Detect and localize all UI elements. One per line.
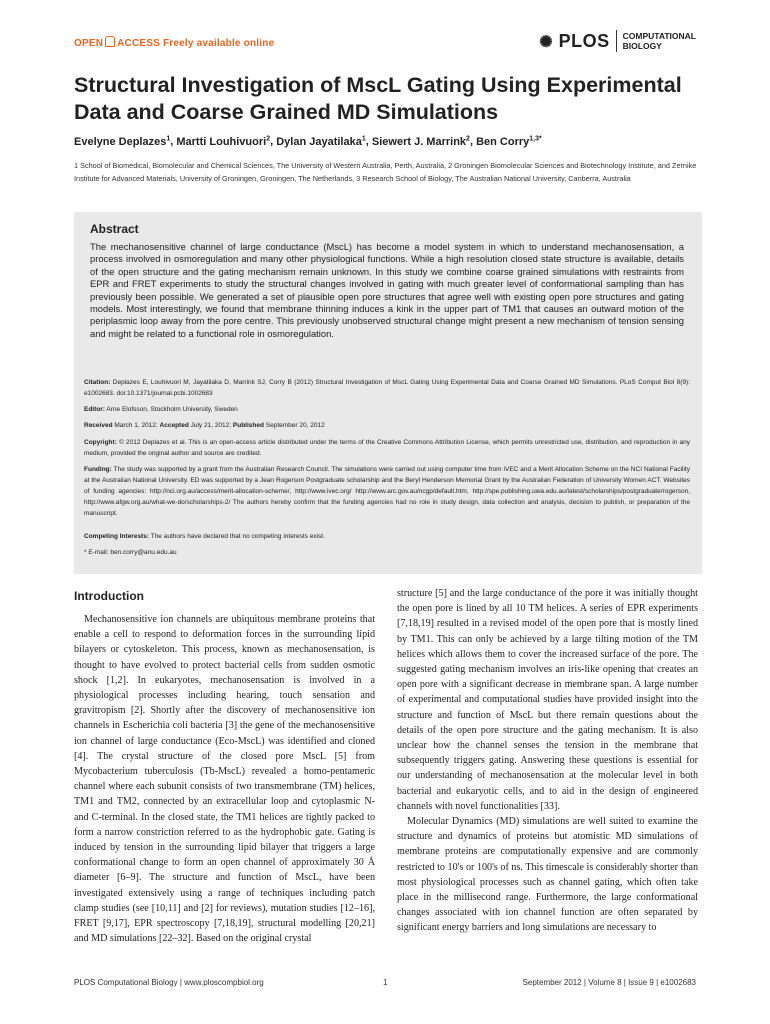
author-list: Evelyne Deplazes$^1$, Martti Louhivuori$^2$, Dylan Jayatilaka$^1$, Siewert J. Marrink$^2$, Ben Corry$^{1,3*}$ bbox=[74, 135, 542, 148]
open-access-badge bbox=[74, 36, 274, 49]
footer-issue: September 2012 | Volume 8 | Issue 9 | e1002683 bbox=[522, 978, 696, 987]
paragraph: structure [5] and the large conductance of the pore it was initially thought the open pore is lined by all 10 TM helices. A series of EPR experiments [7,18,19] resulted in a revised model of the open pore that is mostly lined by TM1. This can only be achieved by a large tilting motion of the TM helices which allows them to cover the increased surface of the pore. The suggested gating mechanism involves an iris-like opening that creates an open pore with a significant decrease in membrane span. A large number of experimental and computational studies have provided insight into the structure and function of MscL but there remain questions about the details of the open pore structure and the gating mechanism. It is also unclear how the channel senses the tension in the membrane that subsequently triggers gating. Answering these questions is essential for our understanding of mechanosensation at the molecular level in both bacterial and eukaryotic cells, and to aid in the design of engineered channels with novel functionalities [33]. bbox=[397, 588, 698, 812]
journal-name-line1: COMPUTATIONAL bbox=[622, 31, 696, 41]
author: Siewert J. Marrink$^2$ bbox=[371, 135, 470, 148]
corresponding-email[interactable]: * E-mail: ben.corry@anu.edu.au bbox=[84, 549, 177, 556]
copyright: Copyright: © 2012 Deplazes et al. This is an open-access article distributed under the terms of the Creative Commons Attribution License, which permits unrestricted use, distribution, and reproduction in any medium, provided the original author and source are credited. bbox=[84, 439, 690, 457]
abstract-text: The mechanosensitive channel of large conductance (MscL) has become a model system in which to understand mechanosensation, a process involved in osmoregulation and many other physiological functions. While a high resolution closed state structure is available, details of the open structure and the gating mechanism remain unknown. In this study we combine coarse grained simulations with restraints from EPR and FRET experiments to study the structural changes involved in gating with much greater level of conformational sampling than has previously been possible. We generated a set of plausible open pore structures that agree well with existing open pore structures and gating models. Most interestingly, we found that membrane thinning induces a kink in the upper part of TM1 that causes an outward motion of the periplasmic loop away from the pore centre. This previously unobserved structural change might present a new mechanism of tension sensing and might be related to a functional role in osmoregulation. bbox=[90, 241, 684, 339]
right-column bbox=[397, 586, 698, 936]
editor: Editor: Arne Elofsson, Stockholm University, Sweden bbox=[84, 406, 238, 413]
author: Evelyne Deplazes$^1$ bbox=[74, 135, 171, 148]
open-lock-icon bbox=[105, 36, 115, 47]
funding: Funding: The study was supported by a grant from the Australian Research Council. The simulations were carried out using computer time from iVEC and a Merit Allocation Scheme on the NCI National Facility at the Australian National University. ED was supported by a Jean Rogerson Postgraduate scholarship and the Beryl Henderson Memorial Grant by the Australian Federation of University Women ACT. Websites of funding agencies: http://nci.org.au/access/merit-allocation-scheme/, http://www.ivec.org/ http://www.arc.gov.au/ncgp/default.htm, http://spe.publishing.uwa.edu.au/latest/scholarships/postgraduate/rogerson, http://www.afgw.org.au/what-we-do/scholarships-2/ The authors hereby confirm that the funding agencies had no role in study design, data collection and analysis, decision to publish, or preparation of the manuscript. bbox=[84, 466, 690, 517]
abstract-heading: Abstract bbox=[90, 222, 139, 236]
author: Ben Corry$^{1,3*}$ bbox=[476, 135, 542, 148]
plos-wordmark: PLOS bbox=[558, 30, 610, 51]
footer-journal[interactable]: PLOS Computational Biology | www.ploscompbiol.org bbox=[74, 978, 264, 987]
plos-logo[interactable] bbox=[539, 30, 696, 52]
open-label: OPEN bbox=[74, 38, 104, 49]
journal-name-line2: BIOLOGY bbox=[622, 41, 662, 51]
paragraph: Molecular Dynamics (MD) simulations are well suited to examine the structure and dynamics of proteins but atomistic MD simulations of membrane proteins are computationally expensive and are commonly restricted to 10's or 100's of ns. This timescale is considerably shorter than most physiological processes such as channel gating, which often take place in the millisecond range. Furthermore, the large conformational changes associated with ion channel function are often separated by significant energy barriers and long simulations are necessary to bbox=[397, 816, 698, 934]
paragraph: Mechanosensitive ion channels are ubiquitous membrane proteins that enable a cell to respond to deformation forces in the surrounding lipid bilayers or cytoskeleton. This process, known as mechanosensation, is thought to have evolved to protect bacterial cells from sudden osmotic shock [1,2]. In eukaryotes, mechanosensation is involved in a physiological processes including hearing, touch sensation and gravitropism [2]. Shortly after the discovery of mechanosensitive ion channels in Escherichia coli bacteria [3] the gene of the mechanosensitive ion channel of large conductance (Eco-MscL) was identified and cloned [4]. The crystal structure of the closed pore MscL [5] from Mycobacterium tuberculosis (Tb-MscL) revealed a homo-pentameric channel where each subunit consists of two transmembrane (TM) helices, TM1 and TM2, connected by an extracellular loop and cytoplasmic N- and C-terminal. In the closed state, the TM1 helices are tightly packed to form a narrow constriction referred to as the hydrophobic gate. Gating is induced by tension in the surrounding lipid bilayer that triggers a large conformational change to form an open channel of approximately 30 Å diameter [6–9]. The structure and function of MscL, have been investigated extensively using a range of techniques including patch clamp studies (see [10,11] and [2] for reviews), mutation studies [12–16], FRET [9,17], EPR spectroscopy [7,18,19], structural modelling [20,21] and MD simulations [22–32]. Based on the original crystal bbox=[74, 614, 375, 945]
open-access-text: Freely available online bbox=[163, 38, 275, 49]
author: Dylan Jayatilaka$^1$ bbox=[276, 135, 366, 148]
author: Martti Louhivuori$^2$ bbox=[176, 135, 271, 148]
journal-header bbox=[74, 30, 696, 60]
plos-gear-icon: ✺ bbox=[539, 33, 554, 51]
access-label: ACCESS bbox=[117, 38, 161, 49]
page-number: 1 bbox=[383, 978, 388, 987]
citation: Citation: Deplazes E, Louhivuori M, Jayatilaka D, Marrink SJ, Corry B (2012) Structural Investigation of MscL Gating Using Experimental Data and Coarse Grained MD Simulations. PLoS Comput Biol 8(9): e1002683. doi:10.1371/journal.pcbi.1002683 bbox=[84, 379, 690, 397]
affiliations: 1 School of Biomedical, Biomolecular and Chemical Sciences, The University of Western Australia, Perth, Australia, 2 Groningen Biomolecular Sciences and Biotechnology Institute, and Zernike Institute for Advanced Materials, University of Groningen, Groningen, The Netherlands, 3 Research School of Biology, The Australian National University, Canberra, Australia bbox=[74, 161, 697, 183]
competing-interests: Competing Interests: The authors have declared that no competing interests exist. bbox=[84, 533, 325, 540]
dates: Received March 1, 2012; Accepted July 21, 2012; Published September 20, 2012 bbox=[84, 422, 325, 429]
article-title: Structural Investigation of MscL Gating Using Experimental Data and Coarse Grained MD Simulations bbox=[74, 73, 682, 124]
left-column bbox=[74, 612, 375, 946]
introduction-heading: Introduction bbox=[74, 589, 144, 603]
